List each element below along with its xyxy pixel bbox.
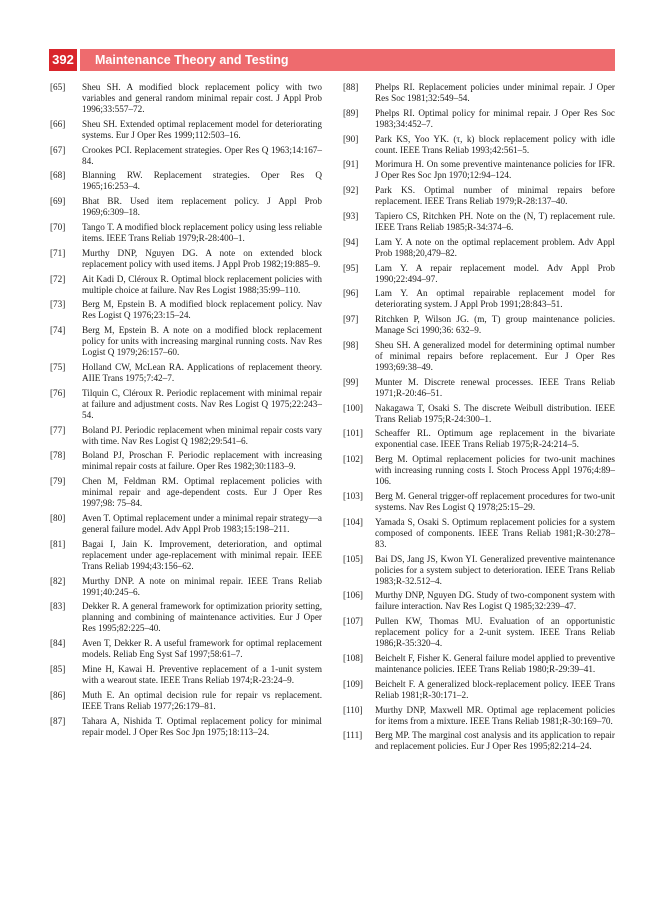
reference-entry (343, 211, 615, 233)
reference-text: Lam Y. An optimal repairable replacement model for deteriorating system. J Appl Prob 1991;28:843–51. (375, 288, 615, 310)
reference-number: [91] (343, 159, 359, 170)
reference-number: [76] (50, 387, 66, 398)
reference-entry (50, 476, 322, 509)
reference-entry (343, 679, 615, 701)
reference-text: Morimura H. On some preventive maintenance policies for IFR. J Oper Res Soc Jpn 1970;12:94–124. (375, 159, 615, 181)
reference-number: [68] (50, 170, 66, 181)
reference-number: [84] (50, 638, 66, 649)
page-number: 392 (49, 49, 77, 71)
reference-text: Bai DS, Jang JS, Kwon YI. Generalized preventive maintenance policies for a system subject to deterioration. IEEE Trans Reliab 1983;R-32.512–4. (375, 553, 615, 586)
reference-number: [105] (343, 553, 363, 564)
reference-entry (343, 653, 615, 675)
reference-entry (343, 428, 615, 450)
references-left-column (50, 82, 322, 741)
reference-entry (50, 196, 322, 218)
reference-text: Sheu SH. Extended optimal replacement model for deteriorating systems. Eur J Oper Res 1999;112:503–16. (82, 118, 322, 140)
references-right-column (343, 82, 615, 756)
reference-number: [80] (50, 512, 66, 523)
reference-number: [94] (343, 236, 359, 247)
reference-entry (343, 616, 615, 649)
chapter-title: Maintenance Theory and Testing (80, 49, 615, 71)
reference-text: Berg M. Optimal replacement policies for two-unit machines with increasing running costs I. Stoch Process Appl 1976;4:89–106. (375, 454, 615, 487)
reference-number: [98] (343, 339, 359, 350)
reference-text: Lam Y. A note on the optimal replacement problem. Adv Appl Prob 1988;20,479–82. (375, 236, 615, 258)
reference-text: Aven T. Optimal replacement under a minimal repair strategy—a general failure model. Adv Appl Prob 1983;15:198–211. (82, 512, 322, 534)
reference-entry (50, 690, 322, 712)
reference-text: Beichelt F. A generalized block-replacement policy. IEEE Trans Reliab 1981;R-30:171–2. (375, 678, 615, 700)
reference-entry (343, 108, 615, 130)
reference-entry (50, 145, 322, 167)
reference-text: Phelps RI. Replacement policies under minimal repair. J Oper Res Soc 1981;32:549–54. (375, 82, 615, 103)
reference-number: [72] (50, 273, 66, 284)
reference-entry (343, 82, 615, 104)
reference-number: [111] (343, 730, 363, 741)
reference-text: Pullen KW, Thomas MU. Evaluation of an opportunistic replacement policy for a 2-unit system. IEEE Trans Reliab 1986;R-35:320–4. (375, 616, 615, 649)
reference-text: Yamada S, Osaki S. Optimum replacement policies for a system composed of components. IEEE Trans Reliab 1981;R-30:278–83. (375, 516, 615, 549)
reference-entry (50, 222, 322, 244)
reference-entry (50, 601, 322, 634)
reference-number: [86] (50, 689, 66, 700)
reference-text: Tahara A, Nishida T. Optimal replacement policy for minimal repair model. J Oper Res Soc Jpn 1975;18:113–24. (82, 715, 322, 737)
reference-number: [89] (343, 107, 359, 118)
reference-entry (343, 237, 615, 259)
reference-number: [85] (50, 663, 66, 674)
reference-number: [82] (50, 575, 66, 586)
reference-text: Holland CW, McLean RA. Applications of replacement theory. AIIE Trans 1975;7:42–7. (82, 361, 322, 383)
reference-entry (50, 362, 322, 384)
reference-text: Muth E. An optimal decision rule for repair vs replacement. IEEE Trans Reliab 1977;26:179–81. (82, 689, 322, 711)
reference-text: Nakagawa T, Osaki S. The discrete Weibull distribution. IEEE Trans Reliab 1975;R-24:300–1. (375, 402, 615, 424)
reference-entry (343, 554, 615, 587)
running-header (49, 49, 615, 71)
reference-text: Boland PJ. Periodic replacement when minimal repair costs vary with time. Nav Res Logist Q 1982;29:541–6. (82, 424, 322, 446)
reference-text: Murthy DNP. A note on minimal repair. IEEE Trans Reliab 1991;40:245–6. (82, 575, 322, 597)
reference-number: [97] (343, 314, 359, 325)
reference-entry (343, 314, 615, 336)
reference-text: Munter M. Discrete renewal processes. IEEE Trans Reliab 1971;R-20:46–51. (375, 376, 615, 398)
reference-entry (50, 716, 322, 738)
reference-text: Dekker R. A general framework for optimization priority setting, planning and combining of maintenance activities. Eur J Oper Res 1995;82:225–40. (82, 601, 322, 634)
reference-number: [107] (343, 616, 363, 627)
reference-entry (50, 388, 322, 421)
reference-text: Murthy DNP, Maxwell MR. Optimal age replacement policies for items from a mixture. IEEE Trans Reliab 1981;R-30:169–70. (375, 704, 615, 726)
reference-number: [71] (50, 247, 66, 258)
reference-number: [106] (343, 590, 363, 601)
reference-number: [110] (343, 704, 363, 715)
reference-number: [103] (343, 490, 363, 501)
reference-entry (343, 159, 615, 181)
reference-number: [81] (50, 538, 66, 549)
reference-entry (343, 185, 615, 207)
reference-text: Berg M, Epstein B. A modified block replacement policy. Nav Res Logist Q 1976;23:15–24. (82, 299, 322, 321)
reference-text: Boland PJ, Proschan F. Periodic replacement with increasing minimal repair costs at failure. Oper Res 1982;30:1183–9. (82, 450, 322, 472)
reference-entry (343, 491, 615, 513)
reference-number: [100] (343, 402, 363, 413)
reference-text: Blanning RW. Replacement strategies. Oper Res Q 1965;16:253–4. (82, 170, 322, 192)
reference-entry (343, 590, 615, 612)
reference-entry (50, 248, 322, 270)
reference-number: [78] (50, 450, 66, 461)
reference-text: Berg MP. The marginal cost analysis and its application to repair and replacement policies. Eur J Oper Res 1995;82:214–24. (375, 730, 615, 752)
reference-number: [74] (50, 325, 66, 336)
reference-entry (50, 82, 322, 115)
reference-number: [65] (50, 82, 66, 92)
reference-number: [83] (50, 601, 66, 612)
reference-text: Murthy DNP, Nguyen DG. A note on extended block replacement policy with used items. J Appl Prob 1982;19:885–9. (82, 247, 322, 269)
reference-text: Tango T. A modified block replacement policy using less reliable items. IEEE Trans Reliab 1979;R-28:400–1. (82, 221, 322, 243)
reference-number: [87] (50, 715, 66, 726)
reference-entry (50, 325, 322, 358)
reference-entry (343, 517, 615, 550)
reference-entry (50, 299, 322, 321)
reference-number: [95] (343, 262, 359, 273)
reference-number: [73] (50, 299, 66, 310)
reference-text: Beichelt F, Fisher K. General failure model applied to preventive maintenance policies. IEEE Trans Reliab 1980;R-29:39–41. (375, 652, 615, 674)
reference-entry (50, 274, 322, 296)
reference-entry (50, 450, 322, 472)
reference-number: [102] (343, 454, 363, 465)
reference-number: [70] (50, 221, 66, 232)
reference-number: [108] (343, 652, 363, 663)
reference-text: Bhat BR. Used item replacement policy. J Appl Prob 1969;6:309–18. (82, 196, 322, 218)
reference-entry (343, 340, 615, 373)
reference-number: [93] (343, 210, 359, 221)
reference-text: Crookes PCI. Replacement strategies. Oper Res Q 1963;14:167–84. (82, 144, 322, 166)
reference-entry (343, 705, 615, 727)
reference-entry (343, 454, 615, 487)
reference-text: Park KS. Optimal number of minimal repairs before replacement. IEEE Trans Reliab 1979;R-28:137–40. (375, 185, 615, 207)
reference-entry (50, 425, 322, 447)
reference-number: [77] (50, 424, 66, 435)
reference-text: Berg M, Epstein B. A note on a modified block replacement policy for units with increasing marginal running costs. Nav Res Logist Q 1979;26:157–60. (82, 325, 322, 358)
reference-entry (343, 288, 615, 310)
reference-text: Ritchken P, Wilson JG. (m, T) group maintenance policies. Manage Sci 1990;36: 632–9. (375, 314, 615, 336)
reference-number: [90] (343, 133, 359, 144)
reference-number: [99] (343, 376, 359, 387)
reference-number: [109] (343, 678, 363, 689)
reference-text: Tapiero CS, Ritchken PH. Note on the (N, T) replacement rule. IEEE Trans Reliab 1985;R-34:374–6. (375, 210, 615, 232)
reference-text: Park KS, Yoo YK. (τ, k) block replacement policy with idle count. IEEE Trans Reliab 1993;42:561–5. (375, 133, 615, 155)
reference-text: Sheu SH. A generalized model for determining optimal number of minimal repairs before replacement. Eur J Oper Res 1993;69:38–49. (375, 339, 615, 372)
reference-text: Mine H, Kawai H. Preventive replacement of a 1-unit system with a wearout state. IEEE Trans Reliab 1974;R-23:24–9. (82, 663, 322, 685)
reference-entry (343, 134, 615, 156)
reference-number: [79] (50, 476, 66, 487)
reference-entry (50, 119, 322, 141)
reference-entry (343, 263, 615, 285)
reference-text: Berg M. General trigger-off replacement procedures for two-unit systems. Nav Res Logist Q 1978;25:15–29. (375, 490, 615, 512)
reference-entry (50, 576, 322, 598)
reference-entry (343, 403, 615, 425)
reference-text: Ait Kadi D, Cléroux R. Optimal block replacement policies with multiple choice at failure. Nav Res Logist 1988;35:99–110. (82, 273, 322, 295)
reference-entry (50, 539, 322, 572)
reference-number: [96] (343, 288, 359, 299)
reference-text: Chen M, Feldman RM. Optimal replacement policies with minimal repair and age-dependent costs. Eur J Oper Res 1997;98: 75–84. (82, 476, 322, 509)
reference-number: [66] (50, 118, 66, 129)
reference-text: Lam Y. A repair replacement model. Adv Appl Prob 1990;22:494–97. (375, 262, 615, 284)
reference-entry (343, 377, 615, 399)
reference-entry (343, 730, 615, 752)
reference-number: [104] (343, 516, 363, 527)
reference-number: [88] (343, 82, 359, 92)
reference-entry (50, 638, 322, 660)
reference-number: [69] (50, 196, 66, 207)
reference-text: Murthy DNP, Nguyen DG. Study of two-component system with failure interaction. Nav Res Logist Q 1985;32:239–47. (375, 590, 615, 612)
reference-entry (50, 513, 322, 535)
reference-text: Aven T, Dekker R. A useful framework for optimal replacement models. Reliab Eng Syst Saf 1997;58:61–7. (82, 638, 322, 660)
reference-number: [92] (343, 185, 359, 196)
reference-number: [67] (50, 144, 66, 155)
reference-text: Sheu SH. A modified block replacement policy with two variables and general random minimal repair cost. J Appl Prob 1996;33:557–72. (82, 82, 322, 114)
reference-text: Tilquin C, Cléroux R. Periodic replacement with minimal repair at failure and adjustment costs. Nav Res Logist Q 1975;22:243–54. (82, 387, 322, 420)
reference-entry (50, 170, 322, 192)
reference-text: Scheaffer RL. Optimum age replacement in the bivariate exponential case. IEEE Trans Reliab 1975;R-24:214–5. (375, 428, 615, 450)
reference-number: [101] (343, 428, 363, 439)
reference-text: Bagai I, Jain K. Improvement, deterioration, and optimal replacement under age-replacement with minimal repair. IEEE Trans Reliab 1994;43:156–62. (82, 538, 322, 571)
reference-number: [75] (50, 361, 66, 372)
reference-text: Phelps RI. Optimal policy for minimal repair. J Oper Res Soc 1983;34:452–7. (375, 107, 615, 129)
reference-entry (50, 664, 322, 686)
